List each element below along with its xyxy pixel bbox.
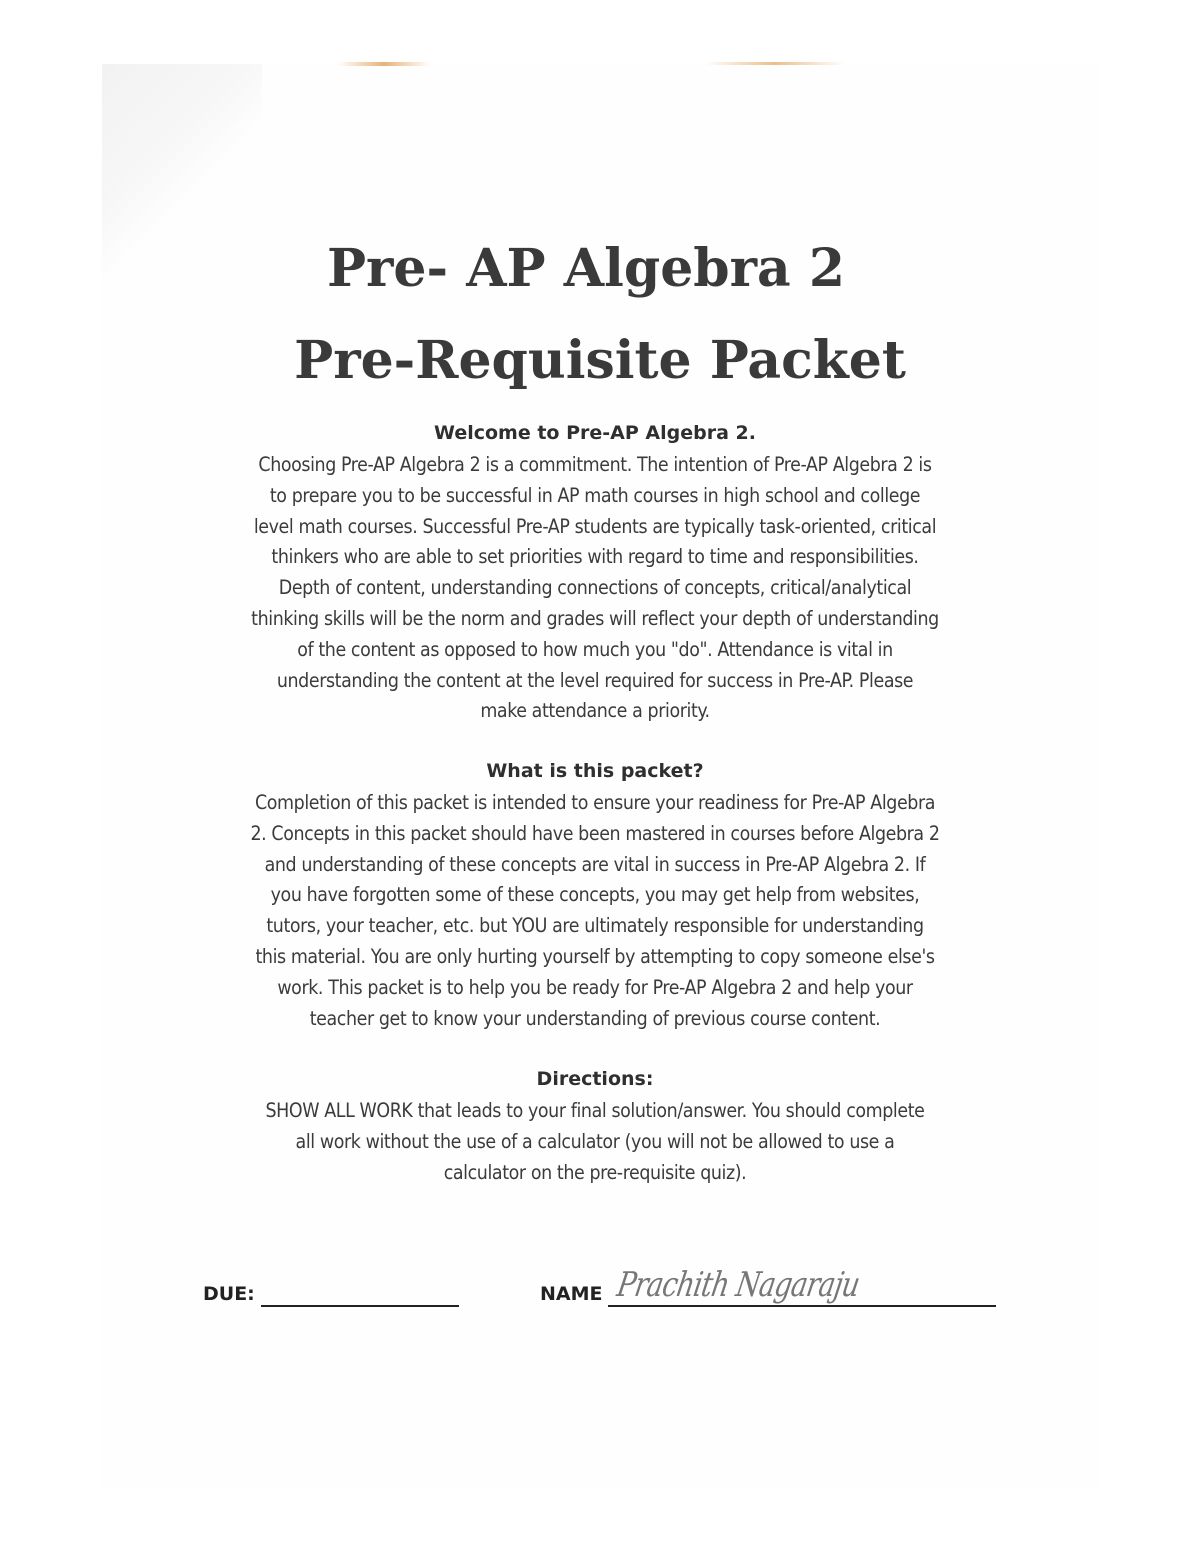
text-line: thinking skills will be the norm and grades will reflect your depth of understanding <box>251 606 939 630</box>
text-line: Completion of this packet is intended to ensure your readiness for Pre-AP Algebra <box>254 791 936 814</box>
welcome-section <box>180 422 1010 727</box>
text-line: Depth of content, understanding connections of concepts, critical/analytical <box>278 576 912 600</box>
text-line: 2. Concepts in this packet should have been mastered in courses before Algebra 2 <box>250 821 940 845</box>
name-label: NAME <box>540 1283 603 1305</box>
section-body <box>180 1096 1010 1188</box>
tape-mark <box>338 62 430 66</box>
text-line: thinkers who are able to set priorities with regard to time and responsibilities. <box>271 545 919 569</box>
text-line: and understanding of these concepts are vital in success in Pre-AP Algebra 2. If <box>264 852 926 876</box>
section-heading: Directions: <box>536 1068 654 1090</box>
text-line: you have forgotten some of these concepts, you may get help from websites, <box>270 883 920 907</box>
text-line: Choosing Pre-AP Algebra 2 is a commitment. The intention of Pre-AP Algebra 2 is <box>258 453 932 476</box>
name-field[interactable] <box>608 1305 996 1307</box>
due-date-field[interactable] <box>261 1305 459 1307</box>
title-line-1: Pre- AP Algebra 2 <box>326 238 846 299</box>
title-line-2: Pre-Requisite Packet <box>294 330 906 391</box>
section-heading: What is this packet? <box>486 760 704 782</box>
text-line: level math courses. Successful Pre-AP students are typically task-oriented, critical <box>253 514 937 538</box>
section-body <box>180 450 1010 727</box>
text-line: of the content as opposed to how much you "do". Attendance is vital in <box>297 637 893 661</box>
text-line: make attendance a priority. <box>480 699 710 723</box>
signature-row <box>203 1265 1003 1335</box>
section-heading: Welcome to Pre-AP Algebra 2. <box>434 422 756 444</box>
text-line: SHOW ALL WORK that leads to your final solution/answer. You should complete <box>265 1099 925 1122</box>
text-line: this material. You are only hurting yourself by attempting to copy someone else's <box>255 944 935 968</box>
text-line: understanding the content at the level required for success in Pre-AP. Please <box>276 668 914 692</box>
due-label: DUE: <box>203 1283 255 1305</box>
text-line: teacher get to know your understanding of previous course content. <box>309 1006 881 1030</box>
text-line: calculator on the pre-requisite quiz). <box>443 1160 747 1184</box>
directions-section <box>180 1068 1010 1188</box>
section-body <box>180 788 1010 1034</box>
text-line: tutors, your teacher, etc. but YOU are ultimately responsible for understanding <box>266 914 924 938</box>
text-line: work. This packet is to help you be ready for Pre-AP Algebra 2 and help your <box>277 975 913 999</box>
packet-info-section <box>180 760 1010 1034</box>
tape-mark <box>705 62 845 65</box>
text-line: to prepare you to be successful in AP math courses in high school and college <box>269 483 921 507</box>
text-line: all work without the use of a calculator (you will not be allowed to use a <box>295 1129 895 1153</box>
handwritten-name: Prachith Nagaraju <box>614 1265 863 1305</box>
